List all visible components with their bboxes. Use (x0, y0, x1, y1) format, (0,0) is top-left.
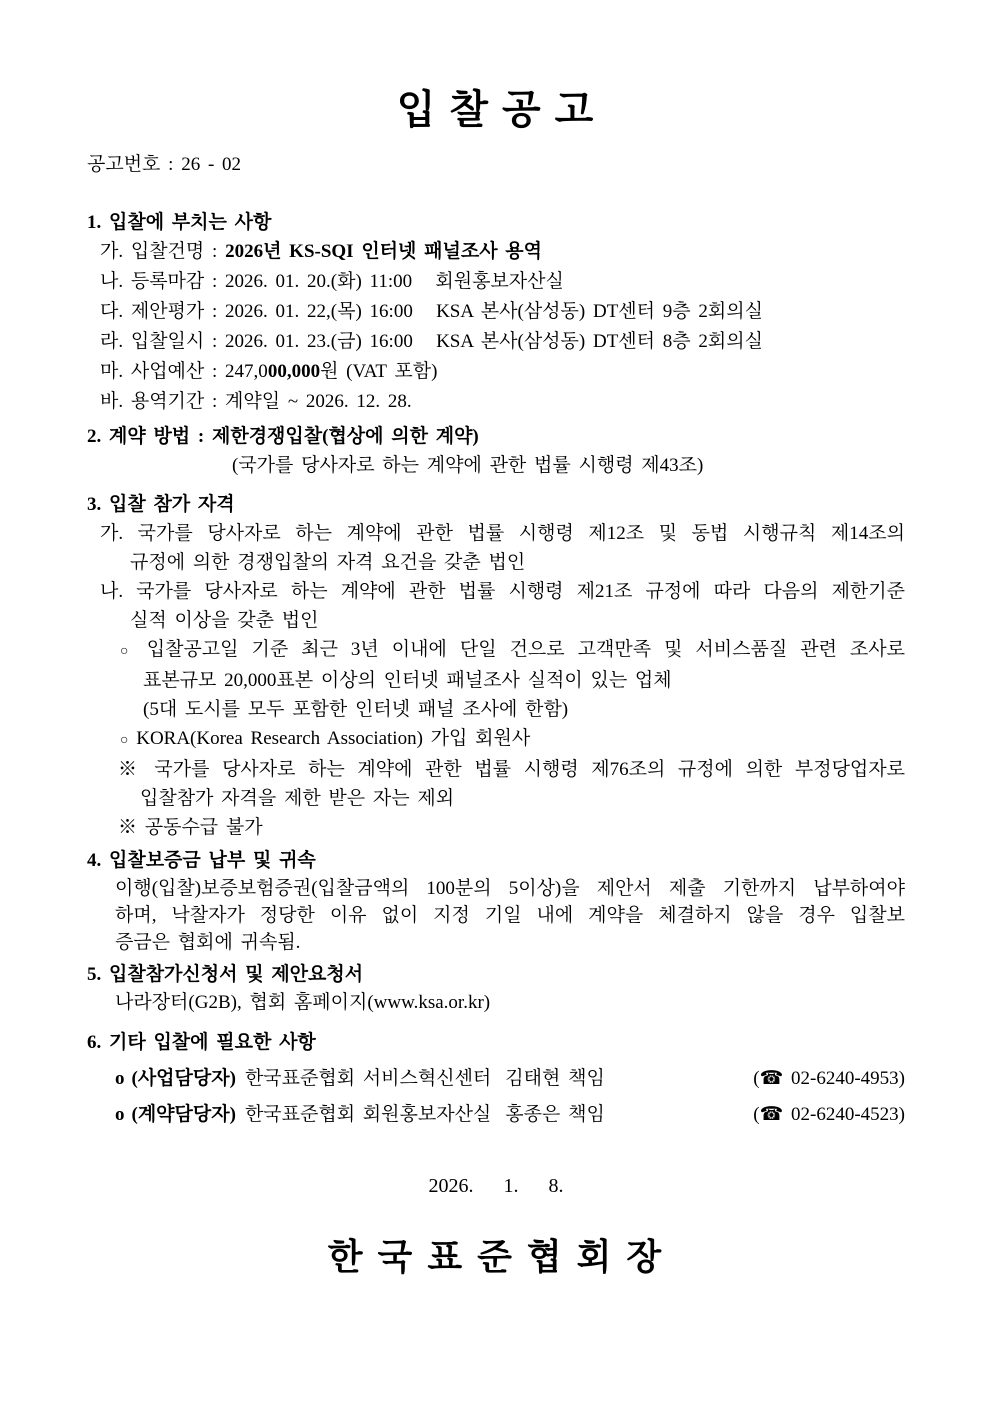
text-segment: 가. 입찰건명 : (100, 241, 226, 262)
contact-bullet: o (115, 1104, 125, 1125)
text-segment: 2026년 KS-SQI 인터넷 패널조사 용역 (225, 241, 543, 262)
doc-line (87, 267, 905, 297)
text-segment: 하며, 낙찰자가 정당한 이유 없이 지정 기일 내에 계약을 체결하지 않을 경우 입찰보 (115, 905, 905, 926)
doc-line (87, 784, 905, 813)
doc-line (87, 724, 905, 755)
text-segment: 2. 계약 방법 : 제한경쟁입찰(협상에 의한 계약) (87, 426, 479, 447)
text-segment: 나라장터(G2B), 협회 홈페이지(www.ksa.or.kr) (115, 992, 491, 1013)
text-segment: (5대 도시를 모두 포함한 인터넷 패널 조사에 한함) (143, 699, 569, 720)
text-segment: 입찰공고일 기준 최근 3년 이내에 단일 건으로 고객만족 및 서비스품질 관련 조사로 (133, 639, 905, 660)
text-segment: 표본규모 20,000표본 이상의 인터넷 패널조사 실적이 있는 업체 (143, 670, 672, 691)
contact-role: (계약담당자) (131, 1104, 236, 1125)
doc-line (87, 387, 905, 417)
text-segment: ※ 국가를 당사자로 하는 계약에 관한 법률 시행령 제76조의 규정에 의한 부정당업자로 (118, 759, 905, 780)
text-segment: 바. 용역기간 : 계약일 ~ 2026. 12. 28. (100, 391, 412, 412)
doc-line (87, 695, 905, 724)
section-heading (87, 846, 905, 875)
contact-org: 한국표준협회 서비스혁신센터 (244, 1068, 492, 1089)
doc-line (87, 297, 905, 327)
text-segment: 6. 기타 입찰에 필요한 사항 (87, 1032, 316, 1053)
text-segment: 1. 입찰에 부치는 사항 (87, 212, 272, 233)
document-date: 2026. 1. 8. (428, 1175, 564, 1197)
contact-person: 홍종은 책임 (505, 1104, 605, 1125)
text-segment: 4. 입찰보증금 납부 및 귀속 (87, 850, 316, 871)
section-heading (87, 1028, 905, 1057)
section-heading (87, 490, 905, 519)
doc-line (87, 755, 905, 784)
contact-role: (사업담당자) (131, 1068, 236, 1089)
doc-line (87, 237, 905, 267)
text-segment: 마. 사업예산 : 247,0 (100, 361, 268, 382)
text-segment: 다. 제안평가 : 2026. 01. 22,(목) 16:00 KSA 본사(삼성동) DT센터 9층 2회의실 (100, 301, 763, 322)
contact-phone: (☎ 02-6240-4953) (753, 1068, 905, 1089)
text-segment: (국가를 당사자로 하는 계약에 관한 법률 시행령 제43조) (232, 455, 704, 476)
contact-row (87, 1064, 905, 1093)
text-segment: 증금은 협회에 귀속됨. (115, 932, 301, 953)
doc-line (87, 635, 905, 666)
contact-person: 김태현 책임 (505, 1068, 605, 1089)
text-segment: 원 (VAT 포함) (320, 361, 438, 382)
page-title: 입 찰 공 고 (396, 87, 596, 132)
notice-number: 공고번호 : 26 - 02 (87, 154, 242, 175)
signature-line: 한 국 표 준 협 회 장 (327, 1237, 665, 1277)
contact-row (87, 1100, 905, 1129)
doc-line (87, 357, 905, 387)
phone-icon: ☎ (759, 1104, 784, 1125)
text-segment: 00,000 (267, 361, 321, 382)
text-segment: 라. 입찰일시 : 2026. 01. 23.(금) 16:00 KSA 본사(삼성동) DT센터 8층 2회의실 (100, 331, 763, 352)
contact-list (87, 1064, 905, 1129)
document-body (87, 208, 905, 1057)
section-heading (87, 422, 905, 451)
doc-line (87, 902, 905, 929)
text-segment: ※ 공동수급 불가 (118, 817, 263, 838)
text-segment: 이행(입찰)보증보험증권(입찰금액의 100분의 5이상)을 제안서 제출 기한까지 납부하여야 (115, 878, 905, 899)
text-segment: 실적 이상을 갖춘 법인 (130, 610, 319, 631)
doc-line (87, 606, 905, 635)
doc-line (87, 577, 905, 606)
section-heading (87, 960, 905, 989)
doc-line (87, 875, 905, 902)
doc-line (87, 989, 905, 1016)
circle-bullet: ○ (120, 644, 134, 659)
text-segment: 가. 국가를 당사자로 하는 계약에 관한 법률 시행령 제12조 및 동법 시행규칙 제14조의 (100, 523, 905, 544)
text-segment: 나. 국가를 당사자로 하는 계약에 관한 법률 시행령 제21조 규정에 따라 다음의 제한기준 (100, 581, 905, 602)
doc-line (87, 666, 905, 695)
text-segment: 나. 등록마감 : 2026. 01. 20.(화) 11:00 회원홍보자산실 (100, 271, 564, 292)
text-segment: 입찰참가 자격을 제한 받은 자는 제외 (140, 788, 455, 809)
text-segment: 규정에 의한 경쟁입찰의 자격 요건을 갖춘 법인 (130, 552, 526, 573)
phone-icon: ☎ (759, 1068, 784, 1089)
contact-bullet: o (115, 1068, 125, 1089)
circle-bullet: ○ (120, 733, 129, 748)
text-segment: KORA(Korea Research Association) 가입 회원사 (128, 728, 531, 749)
doc-line (87, 813, 905, 842)
text-segment: 3. 입찰 참가 자격 (87, 494, 235, 515)
doc-line (87, 548, 905, 577)
doc-line (87, 451, 905, 480)
text-segment: 5. 입찰참가신청서 및 제안요청서 (87, 964, 364, 985)
section-heading (87, 208, 905, 237)
contact-org: 한국표준협회 회원홍보자산실 (244, 1104, 492, 1125)
doc-line (87, 929, 905, 956)
doc-line (87, 519, 905, 548)
doc-line (87, 327, 905, 357)
contact-phone: (☎ 02-6240-4523) (753, 1104, 905, 1125)
